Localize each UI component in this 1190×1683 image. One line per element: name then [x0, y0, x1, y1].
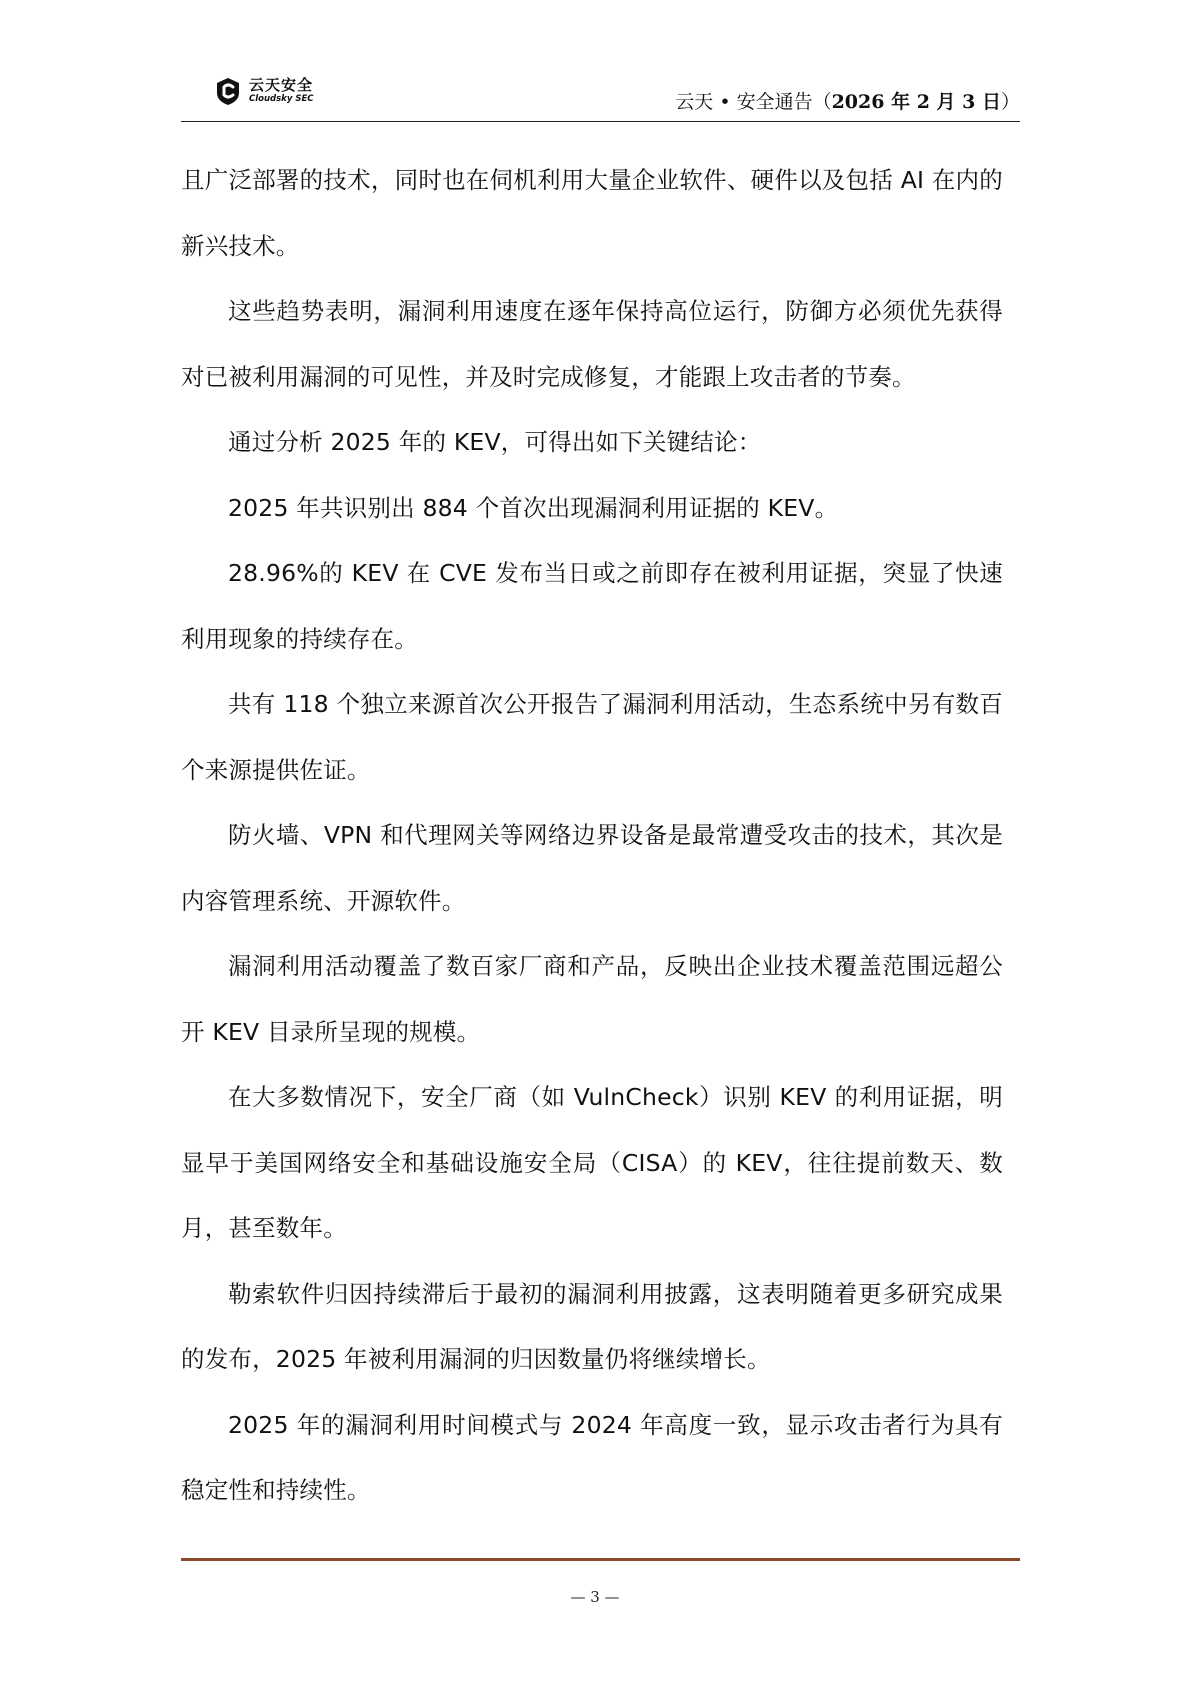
- logo: [213, 74, 343, 110]
- footer-divider: [181, 1558, 1020, 1561]
- paragraph: 防火墙、VPN 和代理网关等网络边界设备是最常遭受攻击的技术，其次是内容管理系统、开源软件。: [181, 821, 1003, 915]
- paragraph: 2025 年的漏洞利用时间模式与 2024 年高度一致，显示攻击者行为具有稳定性和持续性。: [181, 1410, 1003, 1504]
- paragraph: 这些趋势表明，漏洞利用速度在逐年保持高位运行，防御方必须优先获得对已被利用漏洞的可见性，并及时完成修复，才能跟上攻击者的节奏。: [181, 297, 1003, 391]
- paragraph: 在大多数情况下，安全厂商（如 VulnCheck）识别 KEV 的利用证据，明显早于美国网络安全和基础设施安全局（CISA）的 KEV，往往提前数天、数月，甚至数年。: [181, 1083, 1003, 1242]
- logo-text-cn: 云天安全: [249, 76, 314, 94]
- paragraph: 勒索软件归因持续滞后于最初的漏洞利用披露，这表明随着更多研究成果的发布，2025 年被利用漏洞的归因数量仍将继续增长。: [181, 1279, 1003, 1373]
- header-title-suffix: ）: [1000, 91, 1020, 113]
- logo-text-en: Cloudsky SEC: [249, 94, 314, 104]
- cloudsky-logo-icon: [213, 76, 243, 106]
- header-title: [675, 87, 1020, 114]
- page-header: [181, 68, 1020, 122]
- page-number: — 3 —: [570, 1588, 620, 1606]
- paragraph: 28.96%的 KEV 在 CVE 发布当日或之前即存在被利用证据，突显了快速利用现象的持续存在。: [181, 559, 1003, 653]
- paragraph: 且广泛部署的技术，同时也在伺机利用大量企业软件、硬件以及包括 AI 在内的新兴技术。: [181, 166, 1003, 260]
- header-date: 2026 年 2 月 3 日: [831, 91, 1001, 113]
- paragraph: 通过分析 2025 年的 KEV，可得出如下关键结论：: [228, 428, 762, 456]
- header-divider: [181, 121, 1020, 122]
- header-title-prefix: 云天 • 安全通告（: [675, 91, 832, 113]
- paragraph: 共有 118 个独立来源首次公开报告了漏洞利用活动，生态系统中另有数百个来源提供佐证。: [181, 690, 1003, 784]
- document-body: [181, 148, 1003, 1524]
- paragraph: 漏洞利用活动覆盖了数百家厂商和产品，反映出企业技术覆盖范围远超公开 KEV 目录所呈现的规模。: [181, 952, 1003, 1046]
- paragraph: 2025 年共识别出 884 个首次出现漏洞利用证据的 KEV。: [228, 493, 839, 522]
